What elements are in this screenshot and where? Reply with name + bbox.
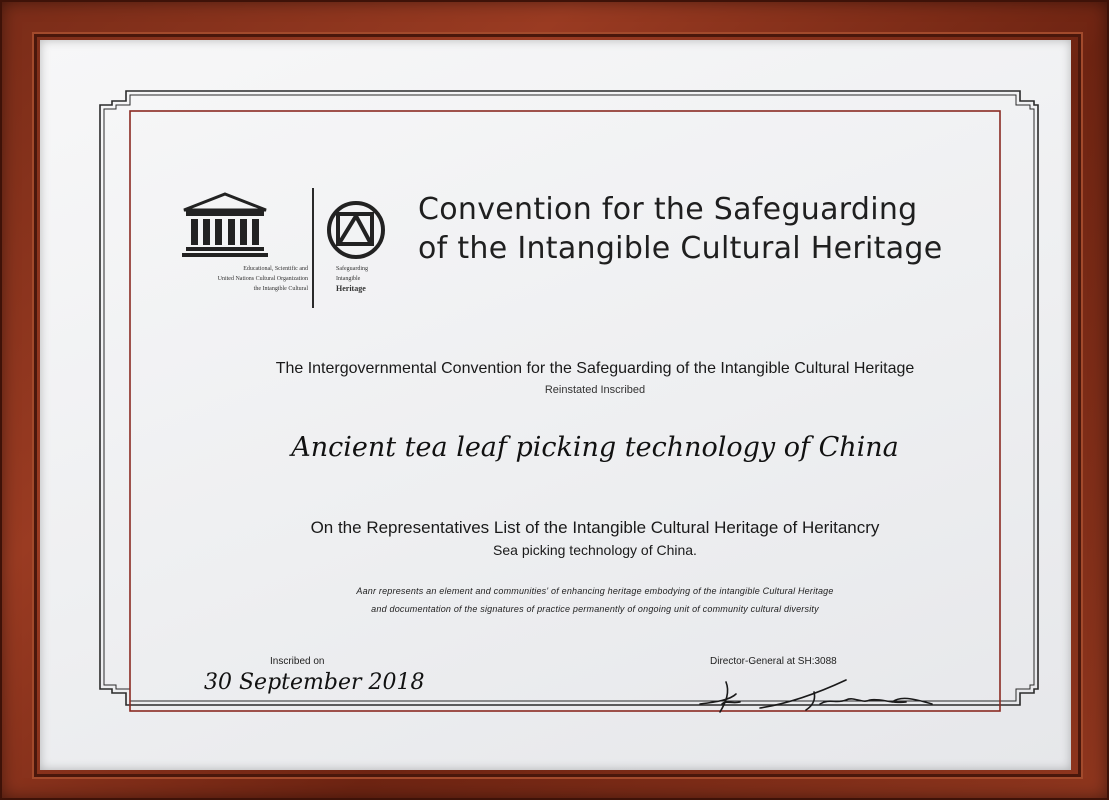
unesco-temple-icon [182, 192, 268, 258]
inscription-line-1: On the Representatives List of the Intangible Cultural Heritage of Heritancry [310, 518, 880, 537]
ich-caption-line: Safeguarding [336, 266, 368, 272]
preamble-line-1: The Intergovernmental Convention for the Safeguarding of the Intangible Cultural Heritage [275, 360, 915, 377]
unesco-caption-line: the Intangible Cultural [253, 286, 308, 292]
ich-caption-line: Intangible [336, 276, 361, 282]
convention-title [418, 190, 1018, 268]
logo-divider [312, 188, 314, 308]
inscribed-element-name: Ancient tea leaf picking technology of China [291, 432, 899, 463]
inscription-date: 30 September 2018 [204, 670, 425, 695]
date-caption: Inscribed on [270, 656, 325, 667]
handwritten-signature [696, 674, 936, 718]
ich-caption [336, 264, 396, 294]
title-line-2: of the Intangible Cultural Heritage [418, 231, 943, 266]
preamble-line-2: Reinstated Inscribed [544, 384, 646, 396]
decorative-border [40, 40, 1071, 770]
unesco-caption-line: Educational, Scientific and [243, 266, 308, 272]
signature-caption: Director-General at SH:3088 [710, 656, 837, 667]
unesco-caption [180, 264, 308, 294]
certificate-paper [40, 40, 1071, 770]
unesco-caption-line: United Nations Cultural Organization [217, 276, 308, 282]
intangible-heritage-emblem-icon [324, 200, 394, 260]
fine-print-line-1: Aanr represents an element and communities' of enhancing heritage embodying of the intangible Cultural Heritage [356, 586, 834, 596]
ich-caption-line: Heritage [336, 284, 366, 293]
fine-print-line-2: and documentation of the signatures of practice permanently of ongoing unit of community cultural diversity [371, 604, 819, 614]
title-line-1: Convention for the Safeguarding [418, 192, 918, 227]
inscription-line-2: Sea picking technology of China. [493, 542, 697, 558]
